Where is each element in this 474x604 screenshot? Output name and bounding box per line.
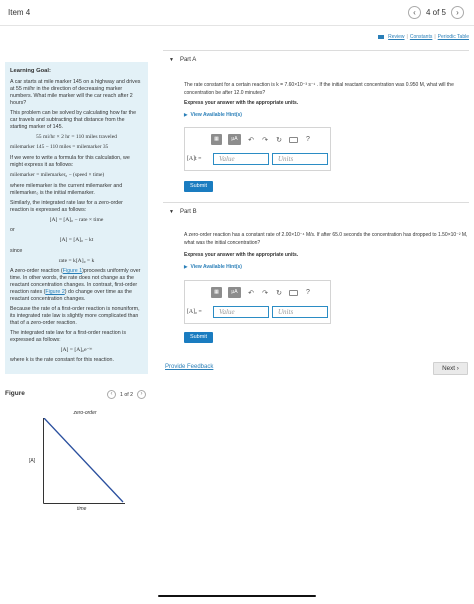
part-a-label: Part A — [179, 57, 197, 63]
prev-figure-button[interactable]: ‹ — [107, 390, 116, 399]
p6-text-3: ) do change over time as the reactant concentration changes. — [10, 289, 132, 303]
goal-paragraph-6 — [10, 268, 143, 303]
learning-goal-column — [5, 62, 148, 512]
equation-milemarker: milemarker 145 − 110 miles = milemarker 35 — [10, 143, 109, 150]
provide-feedback-link[interactable]: Provide Feedback — [165, 364, 214, 370]
next-item-button[interactable]: › — [451, 6, 464, 19]
keyboard-icon[interactable] — [289, 290, 298, 296]
part-b-units-field[interactable]: Units — [272, 306, 328, 318]
item-title: Item 4 — [8, 8, 31, 17]
collapse-icon: ▼ — [169, 209, 174, 215]
part-b-answer-box — [184, 280, 331, 324]
figure-pager-text: 1 of 2 — [120, 391, 133, 398]
chart-title: zero-order — [73, 410, 97, 417]
constants-link[interactable]: Constants — [409, 34, 433, 40]
figure-label: Figure — [5, 390, 25, 398]
help-icon[interactable]: ? — [306, 289, 310, 296]
p6-text-2: )proceeds uniformly over time. In other words, the rate does not change as the reactant concentration changes. In contrast, first-order reaction rates ( — [10, 268, 141, 296]
goal-paragraph-7: Because the rate of a first-order reaction is nonuniform, its integrated rate law is slightly more complicated than that of a zero-order reaction. — [10, 306, 140, 327]
equation-first-order: [A] = [A]₀e⁻ᵏᵗ — [60, 347, 93, 353]
learning-goal-title: Learning Goal: — [10, 68, 51, 74]
template-button[interactable]: ▦ — [211, 134, 222, 145]
part-a-value-field[interactable]: Value — [213, 153, 269, 165]
goal-paragraph-9: where k is the rate constant for this reaction. — [10, 357, 114, 364]
part-b-submit-button[interactable]: Submit — [184, 332, 213, 343]
goal-paragraph-5: Similarly, the integrated rate law for a zero-order reaction is expressed as follows: — [10, 200, 123, 214]
figure-2-link[interactable]: Figure 2 — [45, 289, 65, 296]
periodic-table-link[interactable]: Periodic Table — [437, 34, 469, 40]
item-pager — [408, 6, 464, 19]
review-link[interactable]: Review — [388, 34, 405, 40]
link-separator: | — [406, 34, 408, 40]
undo-icon[interactable]: ↶ — [248, 289, 254, 297]
part-b-toolbar — [211, 287, 312, 298]
part-b-input-row — [187, 306, 328, 318]
figure-1-link[interactable]: Figure 1 — [62, 268, 83, 275]
part-a-hint-text: View Available Hint(s) — [190, 112, 242, 118]
chart-plot — [43, 418, 125, 504]
goal-paragraph-2: This problem can be solved by calculating how far the car travels and subtracting that distance from the starting marker of 145. — [10, 109, 137, 130]
part-a-instruction: Express your answer with the appropriate units. — [184, 100, 299, 106]
goal-paragraph-4: where milemarker is the current milemarker and milemarker₀ is the initial milemarker. — [10, 183, 123, 197]
figure-pager — [107, 390, 146, 399]
part-a-hint-link[interactable] — [184, 112, 242, 118]
equation-distance: 55 mi/hr × 2 hr = 110 miles traveled — [36, 133, 117, 140]
part-a-submit-button[interactable]: Submit — [184, 181, 213, 192]
units-button[interactable]: μA — [228, 134, 241, 145]
expand-icon: ▶ — [184, 264, 188, 269]
undo-icon[interactable]: ↶ — [248, 136, 254, 144]
part-a-answer-box — [184, 127, 331, 171]
part-b-input-label: [A]₀ = — [187, 309, 202, 315]
figure-header — [5, 390, 148, 402]
p6-text-1: A zero-order reaction ( — [10, 268, 63, 275]
top-bar — [0, 0, 474, 26]
units-button[interactable]: μA — [228, 287, 241, 298]
part-b-instruction: Express your answer with the appropriate units. — [184, 252, 299, 258]
next-button[interactable]: Next › — [433, 362, 468, 375]
redo-icon[interactable]: ↷ — [262, 289, 268, 297]
collapse-icon: ▼ — [169, 57, 174, 63]
help-icon[interactable]: ? — [306, 136, 310, 143]
or-text: or — [10, 227, 15, 234]
goal-paragraph-3: If we were to write a formula for this calculation, we might express it as follows: — [10, 155, 130, 169]
part-b-hint-link[interactable] — [184, 264, 242, 270]
part-a-toolbar — [211, 134, 312, 145]
keyboard-icon[interactable] — [289, 137, 298, 143]
part-a-question: The rate constant for a certain reaction is k = 7.60×10⁻³ s⁻¹ . If the initial reactant concentration was 0.950 M, what will the concentration be after 12.0 minutes? — [184, 82, 454, 96]
part-a-divider — [163, 50, 469, 51]
equation-zero-order-kt: [A] = [A]₀ − kt — [59, 237, 94, 244]
equation-rate-k: rate = k[A]₀ = k — [58, 257, 95, 264]
part-a-input-row — [187, 153, 328, 165]
part-b-value-field[interactable]: Value — [213, 306, 269, 318]
equation-zero-order-rate: [A] = [A]₀ − rate × time — [49, 217, 104, 224]
series-line-0 — [44, 418, 123, 502]
since-text: since — [10, 247, 23, 254]
part-b-question: A zero-order reaction has a constant rate of 2.00×10⁻⁴ M/s. If after 65.0 seconds the concentration has dropped to 1.50×10⁻² M, what was the initial concentration? — [184, 232, 468, 246]
redo-icon[interactable]: ↷ — [262, 136, 268, 144]
part-b-header[interactable] — [163, 209, 469, 215]
book-icon — [378, 35, 384, 39]
goal-intro: A car starts at mile marker 145 on a highway and drives at 55 mi/hr in the direction of decreasing marker numbers. What mile marker will the car reach after 2 hours? — [10, 78, 141, 106]
part-a-units-field[interactable]: Units — [272, 153, 328, 165]
reset-icon[interactable]: ↻ — [276, 136, 282, 144]
home-indicator — [158, 595, 316, 597]
template-button[interactable]: ▦ — [211, 287, 222, 298]
next-figure-button[interactable]: › — [137, 390, 146, 399]
item-pager-text: 4 of 5 — [425, 8, 446, 17]
chart-x-label: time — [77, 506, 87, 513]
prev-item-button[interactable]: ‹ — [408, 6, 421, 19]
learning-goal-box — [5, 62, 148, 374]
equation-formula: milemarker = milemarker₀ − (speed × time) — [10, 172, 105, 178]
part-a-input-label: [A]t = — [187, 156, 202, 162]
part-b-hint-text: View Available Hint(s) — [190, 264, 242, 270]
part-a-header[interactable] — [163, 57, 469, 63]
link-separator: | — [434, 34, 436, 40]
goal-paragraph-8: The integrated rate law for a first-order reaction is expressed as follows: — [10, 330, 126, 344]
part-b-label: Part B — [179, 209, 197, 215]
resource-links — [378, 34, 469, 40]
chart-y-label: [A] — [29, 458, 36, 465]
zero-order-chart — [5, 410, 148, 512]
expand-icon: ▶ — [184, 112, 188, 117]
reset-icon[interactable]: ↻ — [276, 289, 282, 297]
part-b-divider — [163, 202, 469, 203]
